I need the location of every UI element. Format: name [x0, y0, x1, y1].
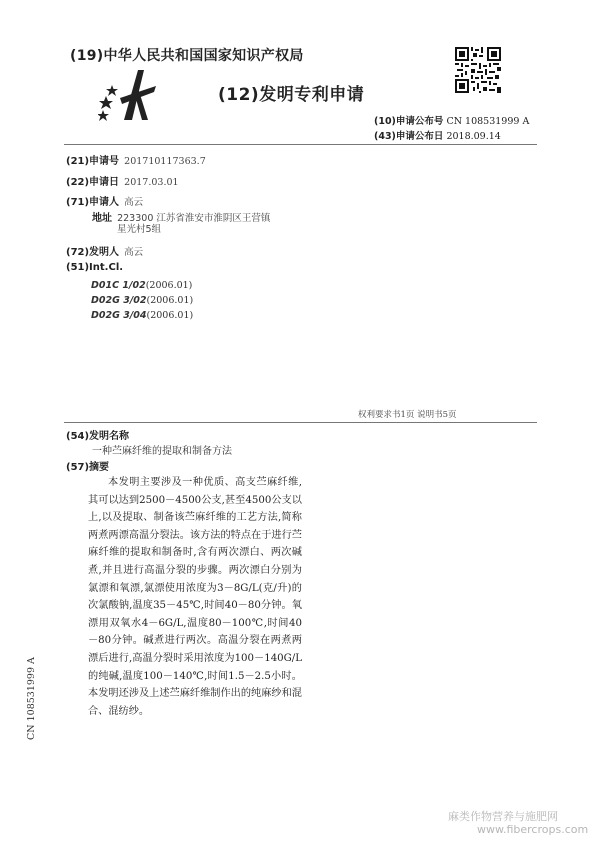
publication-number: CN 108531999 A — [446, 116, 530, 127]
header-rule — [64, 144, 537, 145]
publication-date-row — [374, 128, 501, 142]
inventor-label: (72)发明人 — [66, 247, 120, 258]
applicant-label: (71)申请人 — [66, 197, 120, 208]
address-line-1: 223300 江苏省淮安市淮阴区王营镇 — [117, 213, 271, 224]
int-cl-label: (51)Int.Cl. — [66, 262, 124, 273]
application-number-row — [66, 149, 206, 168]
page-count-note: 权利要求书1页 说明书5页 — [358, 410, 457, 420]
address-line-2: 星光村5组 — [117, 224, 162, 235]
publication-date-label: (43)申请公布日 — [374, 131, 444, 142]
ipc-entry — [91, 295, 193, 306]
publication-number-label: (10)申请公布号 — [374, 116, 444, 127]
abstract-text: 本发明主要涉及一种优质、高支苎麻纤维,其可以达到2500－4500公支,甚至4500公支以上,以及提取、制备该苎麻纤维的工艺方法,简称两煮两漂高温分裂法。该方法的特点在于进行苎麻纤维的提取和制备时,含有两次漂白、两次碱煮,并且进行高温分裂的步骤。两次漂白分别为氯漂和氧漂,氯漂使用浓度为3－8G/L(克/升)的次氯酸钠,温度35－45℃,时间40－80分钟。氧漂用双氧水4－6G/L,温度80－100℃,时间40－80分钟。碱煮进行两次。高温分裂在两煮两漂后进行,高温分裂时采用浓度为100－140G/L的纯碱,温度100－140℃,时间1.5－2.5小时。本发明还涉及上述苎麻纤维制作出的纯麻纱和混合、混纺纱。 — [88, 477, 302, 717]
ipc-code: D02G 3/04 — [91, 310, 147, 321]
publication-number-row — [374, 113, 529, 127]
abstract-label: (57)摘要 — [66, 462, 110, 473]
filing-date-label: (22)申请日 — [66, 177, 120, 188]
filing-date-row — [66, 170, 179, 189]
ipc-entry — [91, 280, 192, 291]
ipc-version: (2006.01) — [146, 295, 194, 306]
ipc-entry — [91, 310, 193, 321]
applicant-name: 高云 — [124, 197, 144, 208]
document-kind: (12)发明专利申请 — [218, 85, 365, 105]
address-label: 地址 — [92, 213, 112, 224]
title-label: (54)发明名称 — [66, 431, 130, 442]
ipc-code: D01C 1/02 — [91, 280, 146, 291]
invention-title: 一种苎麻纤维的提取和制备方法 — [92, 446, 232, 457]
ipc-version: (2006.01) — [146, 310, 194, 321]
inventor-row — [66, 240, 143, 259]
watermark-site-name: 麻类作物营养与施肥网 — [448, 810, 558, 823]
watermark-url: www.fibercrops.com — [477, 823, 589, 836]
filing-date: 2017.03.01 — [124, 177, 179, 188]
inventor-name: 高云 — [124, 247, 144, 258]
side-publication-code: CN 108531999 A — [26, 657, 37, 740]
ipc-version: (2006.01) — [145, 280, 193, 291]
office-name: (19)中华人民共和国国家知识产权局 — [70, 48, 304, 64]
abstract-rule — [64, 422, 537, 423]
publication-date: 2018.09.14 — [446, 131, 501, 142]
application-number: 201710117363.7 — [124, 156, 206, 167]
cnipa-emblem-icon — [98, 68, 164, 122]
qr-code-icon — [455, 47, 501, 93]
ipc-code: D02G 3/02 — [91, 295, 147, 306]
application-number-label: (21)申请号 — [66, 156, 120, 167]
